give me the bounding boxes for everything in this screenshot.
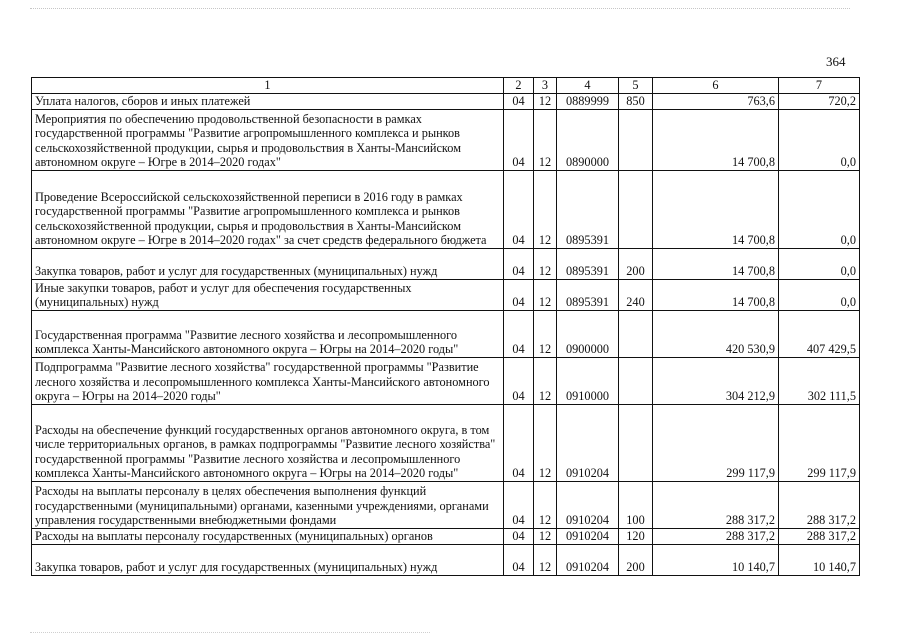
target-article-code: 0910000	[557, 358, 619, 405]
table-row	[32, 529, 860, 545]
expense-type-code	[619, 405, 653, 482]
amount-col6: 420 530,9	[653, 311, 779, 358]
section-code: 04	[504, 311, 534, 358]
column-header: 3	[534, 78, 557, 94]
expense-type-code: 850	[619, 94, 653, 110]
amount-col7: 302 111,5	[779, 358, 860, 405]
amount-col6: 288 317,2	[653, 482, 779, 529]
amount-col7: 0,0	[779, 280, 860, 311]
column-header: 6	[653, 78, 779, 94]
scan-artifact-bottom	[30, 632, 430, 633]
table-row	[32, 482, 860, 529]
row-description: Расходы на обеспечение функций государственных органов автономного округа, в том числе территориальных органов, в рамках подпрограммы "Развитие лесного хозяйства" государственной программы "Развитие лесного хозяйства и лесопромышленного комплекса Ханты-Мансийского автономного округа – Югры на 2014–2020 годы"	[32, 405, 504, 482]
amount-col6: 763,6	[653, 94, 779, 110]
amount-col7: 288 317,2	[779, 482, 860, 529]
table-row	[32, 545, 860, 576]
expense-type-code: 120	[619, 529, 653, 545]
amount-col6: 14 700,8	[653, 171, 779, 249]
subsection-code: 12	[534, 482, 557, 529]
row-description: Закупка товаров, работ и услуг для государственных (муниципальных) нужд	[32, 545, 504, 576]
column-header: 2	[504, 78, 534, 94]
subsection-code: 12	[534, 545, 557, 576]
amount-col7: 0,0	[779, 110, 860, 171]
target-article-code: 0910204	[557, 405, 619, 482]
section-code: 04	[504, 482, 534, 529]
section-code: 04	[504, 171, 534, 249]
amount-col6: 14 700,8	[653, 249, 779, 280]
expense-type-code: 200	[619, 545, 653, 576]
target-article-code: 0910204	[557, 482, 619, 529]
row-description: Иные закупки товаров, работ и услуг для обеспечения государственных (муниципальных) нужд	[32, 280, 504, 311]
amount-col6: 304 212,9	[653, 358, 779, 405]
table-row	[32, 249, 860, 280]
scan-artifact-top	[30, 8, 850, 9]
header-row	[32, 78, 860, 94]
column-header: 5	[619, 78, 653, 94]
row-description: Проведение Всероссийской сельскохозяйственной переписи в 2016 году в рамках государственной программы "Развитие агропромышленного комплекса и рынков сельскохозяйственной продукции, сырья и продовольствия в Ханты-Мансийском автономном округе – Югре в 2014–2020 годах" за счет средств федерального бюджета	[32, 171, 504, 249]
section-code: 04	[504, 249, 534, 280]
expense-type-code	[619, 171, 653, 249]
expense-type-code	[619, 311, 653, 358]
table-row	[32, 280, 860, 311]
amount-col7: 288 317,2	[779, 529, 860, 545]
expense-type-code: 200	[619, 249, 653, 280]
subsection-code: 12	[534, 529, 557, 545]
target-article-code: 0900000	[557, 311, 619, 358]
row-description: Расходы на выплаты персоналу в целях обеспечения выполнения функций государственными (муниципальными) органами, казенными учреждениями, органами управления государственными внебюджетными фондами	[32, 482, 504, 529]
expense-type-code: 240	[619, 280, 653, 311]
target-article-code: 0910204	[557, 529, 619, 545]
target-article-code: 0889999	[557, 94, 619, 110]
amount-col6: 14 700,8	[653, 280, 779, 311]
expense-type-code: 100	[619, 482, 653, 529]
table-row	[32, 110, 860, 171]
amount-col6: 10 140,7	[653, 545, 779, 576]
target-article-code: 0890000	[557, 110, 619, 171]
expense-type-code	[619, 110, 653, 171]
subsection-code: 12	[534, 94, 557, 110]
row-description: Закупка товаров, работ и услуг для государственных (муниципальных) нужд	[32, 249, 504, 280]
section-code: 04	[504, 529, 534, 545]
column-header: 7	[779, 78, 860, 94]
page-number: 364	[826, 54, 846, 69]
row-description: Государственная программа "Развитие лесного хозяйства и лесопромышленного комплекса Ханты-Мансийского автономного округа – Югры на 2014–2020 годы"	[32, 311, 504, 358]
row-description: Расходы на выплаты персоналу государственных (муниципальных) органов	[32, 529, 504, 545]
target-article-code: 0910204	[557, 545, 619, 576]
subsection-code: 12	[534, 405, 557, 482]
target-article-code: 0895391	[557, 171, 619, 249]
subsection-code: 12	[534, 311, 557, 358]
table-row	[32, 171, 860, 249]
column-header: 1	[32, 78, 504, 94]
section-code: 04	[504, 545, 534, 576]
column-header: 4	[557, 78, 619, 94]
table-row	[32, 311, 860, 358]
amount-col6: 288 317,2	[653, 529, 779, 545]
amount-col6: 299 117,9	[653, 405, 779, 482]
budget-table	[31, 77, 860, 576]
amount-col7: 299 117,9	[779, 405, 860, 482]
subsection-code: 12	[534, 280, 557, 311]
amount-col7: 0,0	[779, 171, 860, 249]
section-code: 04	[504, 94, 534, 110]
table-row	[32, 358, 860, 405]
table-row	[32, 94, 860, 110]
row-description: Уплата налогов, сборов и иных платежей	[32, 94, 504, 110]
target-article-code: 0895391	[557, 280, 619, 311]
amount-col7: 10 140,7	[779, 545, 860, 576]
section-code: 04	[504, 110, 534, 171]
section-code: 04	[504, 280, 534, 311]
subsection-code: 12	[534, 358, 557, 405]
table-row	[32, 405, 860, 482]
subsection-code: 12	[534, 249, 557, 280]
row-description: Мероприятия по обеспечению продовольственной безопасности в рамках государственной программы "Развитие агропромышленного комплекса и рынков сельскохозяйственной продукции, сырья и продовольствия в Ханты-Мансийском автономном округе – Югре в 2014–2020 годах"	[32, 110, 504, 171]
subsection-code: 12	[534, 171, 557, 249]
amount-col6: 14 700,8	[653, 110, 779, 171]
subsection-code: 12	[534, 110, 557, 171]
amount-col7: 407 429,5	[779, 311, 860, 358]
expense-type-code	[619, 358, 653, 405]
row-description: Подпрограмма "Развитие лесного хозяйства" государственной программы "Развитие лесного хозяйства и лесопромышленного комплекса Ханты-Мансийского автономного округа – Югры на 2014–2020 годы"	[32, 358, 504, 405]
amount-col7: 720,2	[779, 94, 860, 110]
target-article-code: 0895391	[557, 249, 619, 280]
section-code: 04	[504, 405, 534, 482]
section-code: 04	[504, 358, 534, 405]
amount-col7: 0,0	[779, 249, 860, 280]
